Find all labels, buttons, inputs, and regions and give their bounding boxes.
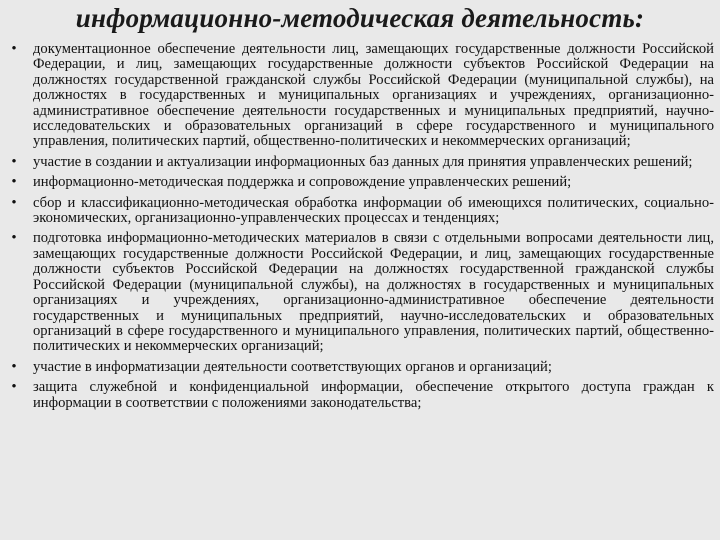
list-item-text: защита служебной и конфиденциальной информации, обеспечение открытого доступа граждан к информации в соответствии с положениями законодательства; [33, 379, 714, 411]
list-item [8, 175, 714, 190]
list-item [8, 155, 714, 170]
list-item-text: информационно-методическая поддержка и сопровождение управленческих решений; [33, 174, 572, 191]
slide-title: информационно-методическая деятельность: [75, 3, 645, 33]
bullet-icon: • [11, 174, 17, 191]
list-item [8, 196, 714, 227]
list-item-text: участие в информатизации деятельности соответствующих органов и организаций; [33, 358, 552, 375]
list-item [8, 42, 714, 150]
list-item-text: сбор и классификационно-методическая обработка информации об имеющихся политических, социально-экономических, организационно-управленческих процессах и тенденциях; [33, 194, 714, 227]
bullet-icon: • [11, 194, 17, 211]
bullet-list [8, 42, 714, 416]
bullet-icon: • [11, 379, 17, 396]
bullet-icon: • [11, 358, 17, 375]
list-item-text: подготовка информационно-методических материалов в связи с отдельными вопросами деятельности лиц, замещающих государственные должности Российской Федерации, и лиц, замещающих государственные должности субъектов Российской Федерации на должностях государственной гражданской службы Российской Федерации (муниципальной службы), на должностях в государственных и муниципальных организациях и учреждениях, организационно-административное обеспечение деятельности государственных и муниципальных предприятий, научно-исследовательских и образовательных организаций в сфере государственного и муниципального управления, политических партий, общественно-политических и некоммерческих организаций; [33, 230, 714, 355]
bullet-icon: • [11, 230, 17, 247]
bullet-icon: • [11, 41, 17, 57]
list-item [8, 360, 714, 375]
list-item-text: участие в создании и актуализации информационных баз данных для принятия управленческих решений; [33, 153, 693, 170]
list-item [8, 231, 714, 354]
list-item-text: документационное обеспечение деятельности лиц, замещающих государственные должности Российской Федерации, и лиц, замещающих государственные должности субъектов Российской Федерации на должностях государственной гражданской службы Российской Федерации (муниципальной службы), на должностях в государственных и муниципальных организациях и учреждениях, организационно-административное обеспечение деятельности государственных и муниципальных предприятий, научно-исследовательских и образовательных организаций в сфере государственного и муниципального управления, политических партий, общественно-политических и некоммерческих организаций; [33, 41, 714, 150]
bullet-icon: • [11, 153, 17, 170]
list-item [8, 380, 714, 411]
